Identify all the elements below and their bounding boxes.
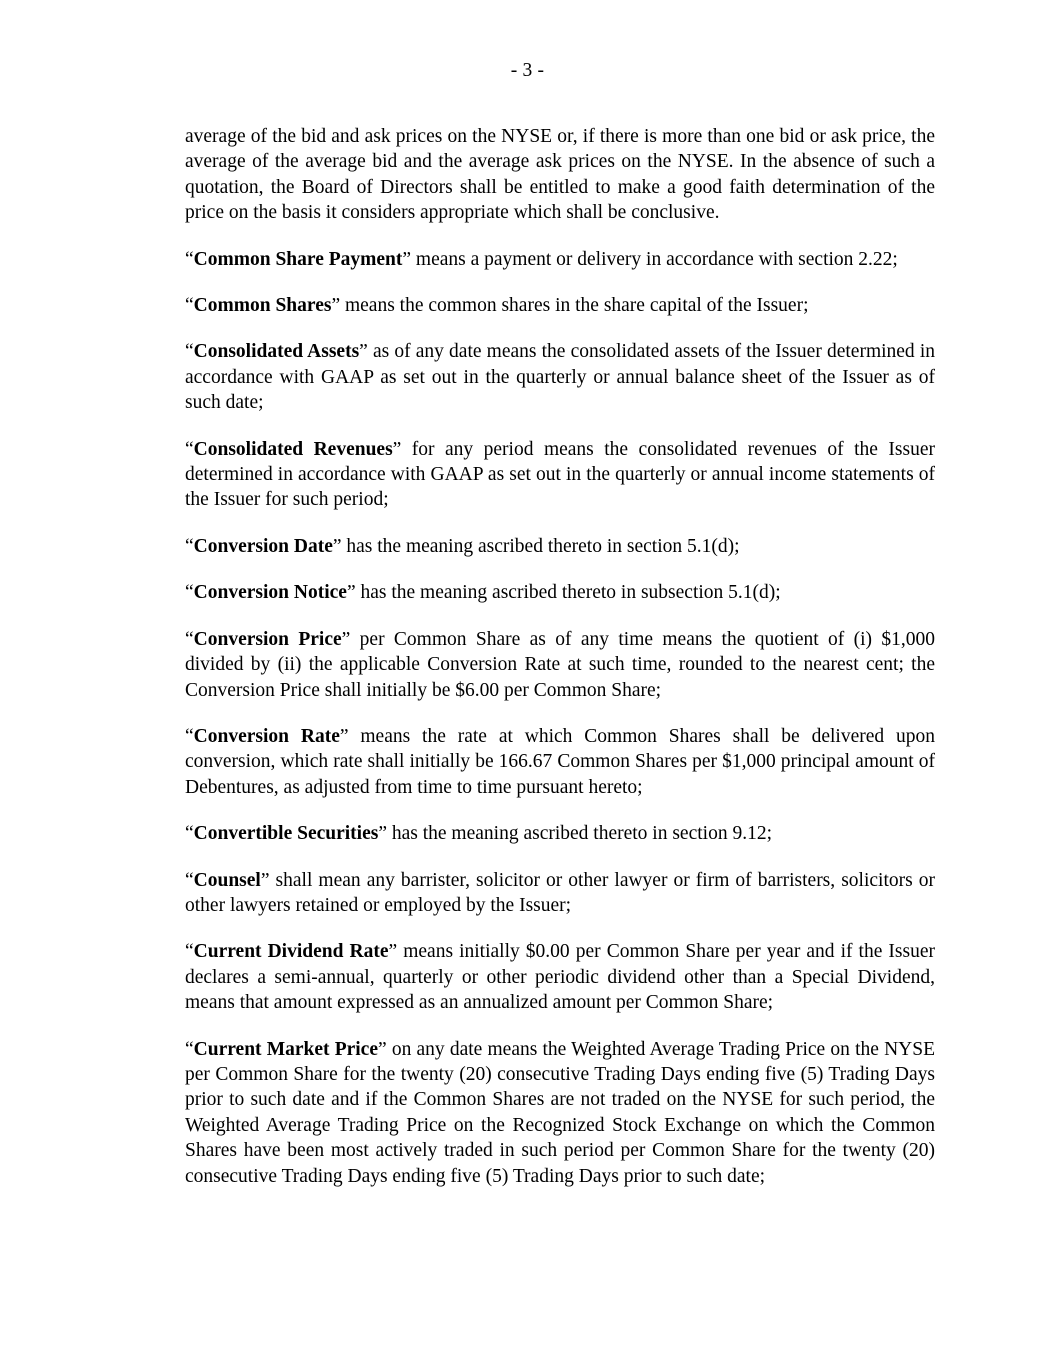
definition-text: ” means initially $0.00 per Common Share per year and if the Issuer declares a semi-annual, quarterly or other periodic dividend other than a Special Dividend, means that amount expressed as an annualized amount per Common Share; — [185, 941, 936, 1014]
open-quote: “ — [185, 628, 194, 650]
open-quote: “ — [185, 295, 194, 317]
defined-term: Common Share Payment — [193, 248, 403, 270]
open-quote: “ — [185, 582, 194, 604]
definition-text: ” has the meaning ascribed thereto in subsection 5.1(d); — [346, 582, 781, 604]
definition-current-market-price — [185, 1037, 935, 1189]
defined-term: Conversion Date — [193, 535, 333, 557]
defined-term: Conversion Price — [193, 628, 342, 650]
open-quote: “ — [185, 869, 194, 891]
open-quote: “ — [185, 248, 194, 270]
open-quote: “ — [185, 941, 194, 963]
definition-common-share-payment — [185, 247, 935, 272]
definition-conversion-notice — [185, 580, 935, 605]
defined-term: Consolidated Assets — [193, 341, 360, 363]
defined-term: Conversion Notice — [193, 582, 347, 604]
definition-text: ” for any period means the consolidated revenues of the Issuer determined in accordance with GAAP as set out in the quarterly or annual income statements of the Issuer for such period; — [185, 438, 935, 511]
definition-text: ” means the rate at which Common Shares shall be delivered upon conversion, which rate shall initially be 166.67 Common Shares per $1,000 principal amount of Debentures, as adjusted from time to time pursuant hereto; — [185, 725, 935, 798]
definition-text: ” per Common Share as of any time means the quotient of (i) $1,000 divided by (ii) the applicable Conversion Rate at such time, rounded to the nearest cent; the Conversion Price shall initially be $6.00 per Common Share; — [185, 628, 935, 701]
document-body — [185, 124, 935, 1189]
definition-common-shares — [185, 293, 935, 318]
open-quote: “ — [185, 823, 194, 845]
definition-text: ” has the meaning ascribed thereto in section 5.1(d); — [332, 535, 740, 557]
definition-convertible-securities — [185, 821, 935, 846]
definition-text: ” on any date means the Weighted Average Trading Price on the NYSE per Common Share for the twenty (20) consecutive Trading Days ending five (5) Trading Days prior to such date and if the Common Shares are not traded on the NYSE for such period, the Weighted Average Trading Price on the Recognized Stock Exchange on which the Common Shares have been most actively traded in such period per Common Share for the twenty (20) consecutive Trading Days ending five (5) Trading Days prior to such date; — [185, 1038, 935, 1187]
definition-conversion-date — [185, 534, 935, 559]
definition-consolidated-revenues — [185, 437, 935, 513]
definition-text: ” as of any date means the consolidated assets of the Issuer determined in accordance with GAAP as set out in the quarterly or annual balance sheet of the Issuer as of such date; — [185, 341, 935, 414]
paragraph-text: average of the bid and ask prices on the NYSE or, if there is more than one bid or ask price, the average of the average bid and the average ask prices on the NYSE. In the absence of such a quotation, the Board of Directors shall be entitled to make a good faith determination of the price on the basis it considers appropriate which shall be conclusive. — [185, 126, 935, 224]
defined-term: Conversion Rate — [193, 725, 340, 747]
definition-consolidated-assets — [185, 339, 935, 415]
defined-term: Consolidated Revenues — [193, 438, 393, 460]
page-number: - 3 - — [510, 60, 545, 81]
open-quote: “ — [185, 438, 194, 460]
open-quote: “ — [185, 1038, 194, 1060]
defined-term: Current Market Price — [193, 1038, 378, 1060]
open-quote: “ — [185, 341, 194, 363]
open-quote: “ — [185, 535, 194, 557]
definition-text: ” means the common shares in the share capital of the Issuer; — [331, 295, 809, 317]
paragraph-continuation-bid-ask — [185, 124, 935, 226]
defined-term: Counsel — [193, 869, 261, 891]
definition-conversion-price — [185, 627, 935, 703]
open-quote: “ — [185, 725, 194, 747]
definition-text: ” means a payment or delivery in accordance with section 2.22; — [402, 248, 898, 270]
definition-text: ” shall mean any barrister, solicitor or other lawyer or firm of barristers, solicitors or other lawyers retained or employed by the Issuer; — [185, 869, 935, 916]
definition-counsel — [185, 868, 935, 919]
defined-term: Current Dividend Rate — [193, 941, 389, 963]
definition-text: ” has the meaning ascribed thereto in section 9.12; — [378, 823, 772, 845]
definition-conversion-rate — [185, 724, 935, 800]
defined-term: Common Shares — [193, 295, 332, 317]
definition-current-dividend-rate — [185, 939, 935, 1015]
defined-term: Convertible Securities — [193, 823, 379, 845]
